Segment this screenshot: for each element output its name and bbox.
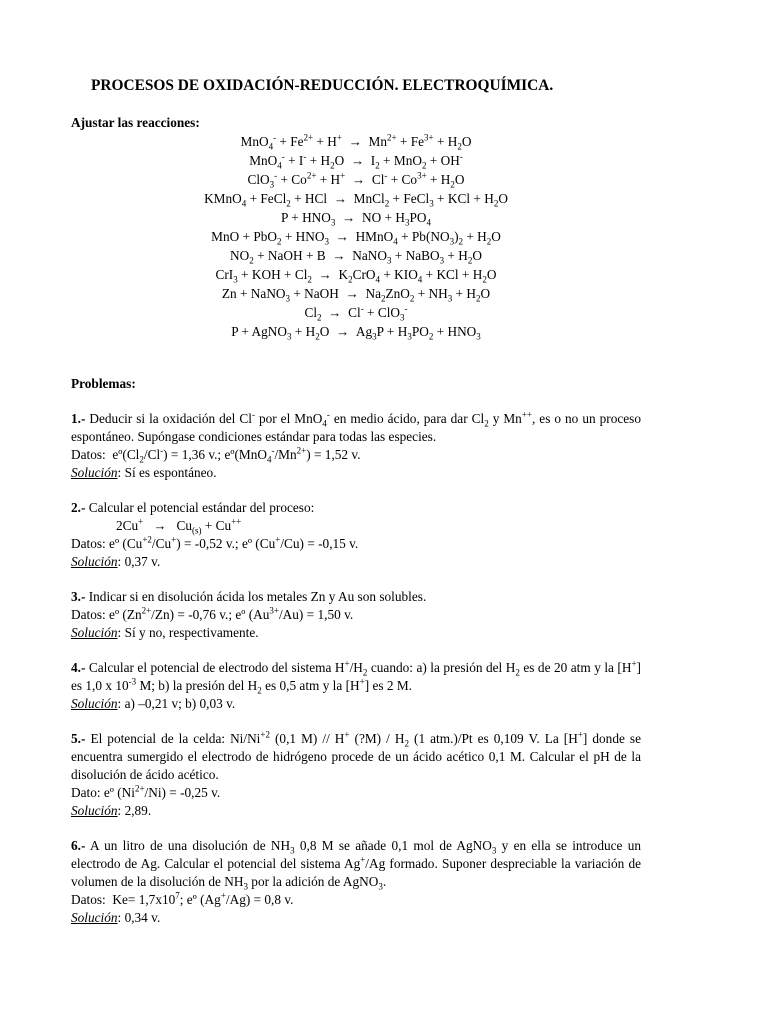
problem-text: Calcular el potencial estándar del proceso:	[85, 500, 315, 515]
solution-label: Solución	[71, 554, 118, 569]
problem-item	[71, 410, 641, 482]
problem-item	[71, 659, 641, 713]
problem-item	[71, 730, 641, 820]
problem-item	[71, 499, 641, 571]
reaction-equation: KMnO$_4$ + FeCl$_2$ + HCl → MnCl$_2$ + FeCl$_3$ + KCl + $H_2O$	[204, 191, 508, 209]
reactions-list	[71, 132, 641, 341]
problem-number: 1.-	[71, 411, 86, 426]
problem-text: Deducir si la oxidación del Cl- por el MnO$_4$- en medio ácido, para dar $Cl_2$ y Mn++, es o no un proceso espontáneo. Supóngase condiciones estándar para todas las especies.	[71, 409, 641, 444]
problem-text: El potencial de la celda: $Ni/Ni^{+2}$ (0,1 M) // H+ (?M) / $H_2$ (1 atm.)/Pt es 0,109 V. La [H+] donde se encuentra sumergido el electrodo de hidrógeno procede de un ácido acético 0,1 M. Calcular el pH de la disolución de ácido acético.	[71, 729, 641, 782]
reaction-equation: $ClO_3^- + Co^{2+} + H^+ \to Cl^- + Co^{3+} + H_2O$	[247, 170, 465, 190]
document-page	[71, 76, 641, 927]
problem-text: Indicar si en disolución ácida los metales Zn y Au son solubles.	[85, 589, 427, 604]
problem-statement	[71, 410, 641, 446]
problem-statement	[71, 730, 641, 784]
reactions-heading: Ajustar las reacciones:	[71, 115, 200, 130]
problem-statement	[71, 588, 641, 606]
solution-value: : 0,34 v.	[117, 910, 161, 925]
problem-number: 3.-	[71, 589, 86, 604]
problem-statement	[71, 659, 641, 695]
problem-data: Datos: eº $(Cu^{+2}/Cu^+) = -0,52$ v.; eº (Cu+/Cu) = -0,15 v.	[71, 534, 359, 551]
problem-number: 2.-	[71, 500, 86, 515]
problems-list	[71, 410, 641, 927]
problem-statement	[71, 837, 641, 891]
reaction-equation: $MnO_4^- + I^- + H_2O \to I_2 + MnO_2 + OH^-$	[249, 151, 463, 171]
problem-solution	[71, 802, 641, 820]
problem-data: Datos: $eº(Cl_2/Cl^-) = 1,36$ v.; $eº(MnO_4^-/Mn^{2+}) = 1,52$ v.	[71, 445, 361, 465]
solution-label: Solución	[71, 696, 118, 711]
reaction-equation: MnO + $PbO_2 + HNO_3$ → HMnO$_4$ + $Pb(NO_3)_2 + H_2O$	[211, 229, 501, 247]
solution-value: : a) –0,21 v; b) 0,03 v.	[117, 696, 236, 711]
problem-equation: $2Cu^+ \to Cu_{(s)} + Cu^{++}$	[116, 516, 242, 536]
problem-data: Datos: $Ke= 1,7x10^7$; eº (Ag+/Ag) = 0,8 v.	[71, 890, 294, 907]
problem-solution	[71, 553, 641, 571]
reaction-equation: Zn + NaNO$_3$ + NaOH → $Na_2ZnO_2 + NH_3 + H_2O$	[221, 286, 491, 304]
problem-statement	[71, 499, 641, 517]
reaction-equation: $P + HNO_3$ → NO + $H_3PO_4$	[281, 210, 431, 228]
problem-text: Calcular el potencial de electrodo del sistema $H^+/H_2$ cuando: a) la presión del $H_2$ es de 20 atm y la [H+] es 1,0 x $10^{-3}$ M; b) la presión del $H_2$ es 0,5 atm y la [H+] es 2 M.	[71, 658, 641, 696]
solution-label: Solución	[71, 625, 118, 640]
solution-value: : 0,37 v.	[117, 554, 161, 569]
reaction-equation: $NO_2$ + NaOH + B → NaNO$_3$ + NaBO$_3$ + $H_2O$	[230, 248, 482, 266]
reaction-equation: $MnO_4^- + Fe^{2+} + H^+ \to Mn^{2+} + Fe^{3+} + H_2O$	[240, 132, 472, 152]
reaction-equation: P + AgNO$_3$ + $H_2O \to Ag_3P + H_3PO_2 + HNO_3$	[231, 324, 481, 342]
reaction-equation: CrI$_3$ + KOH + $Cl_2 \to K_2CrO_4 + KIO_4$ + KCl + $H_2O$	[215, 267, 497, 285]
problem-number: 5.-	[71, 731, 86, 746]
problem-solution	[71, 909, 641, 927]
solution-value: : Sí y no, respectivamente.	[117, 625, 259, 640]
problem-number: 4.-	[71, 660, 86, 675]
solution-value: : Sí es espontáneo.	[117, 465, 217, 480]
problem-number: 6.-	[71, 838, 86, 853]
page-title: PROCESOS DE OXIDACIÓN-REDUCCIÓN. ELECTROQUÍMICA.	[91, 77, 554, 94]
solution-label: Solución	[71, 465, 118, 480]
problem-item	[71, 837, 641, 927]
problem-solution	[71, 464, 641, 482]
problem-data: Datos: eº $(Zn^{2+}/Zn) = -0,76$ v.; eº $(Au^{3+}/Au) = 1,50$ v.	[71, 605, 354, 622]
problem-solution	[71, 624, 641, 642]
solution-label: Solución	[71, 910, 118, 925]
problem-text: A un litro de una disolución de $NH_3$ 0,8 M se añade 0,1 mol de AgNO$_3$ y en ella se introduce un electrodo de Ag. Calcular el potencial del sistema Ag+/Ag formado. Suponer despreciable la variación de volumen de la disolución de $NH_3$ por la adición de AgNO$_3$.	[71, 838, 641, 892]
solution-value: : 2,89.	[117, 803, 152, 818]
reaction-equation: $Cl_2 \to Cl^- + ClO_3^-$	[304, 303, 408, 323]
problems-heading: Problemas:	[71, 376, 136, 391]
solution-label: Solución	[71, 803, 118, 818]
problem-item	[71, 588, 641, 642]
problem-solution	[71, 695, 641, 713]
problem-data: Dato: eº $(Ni^{2+}/Ni) = -0,25$ v.	[71, 783, 221, 800]
